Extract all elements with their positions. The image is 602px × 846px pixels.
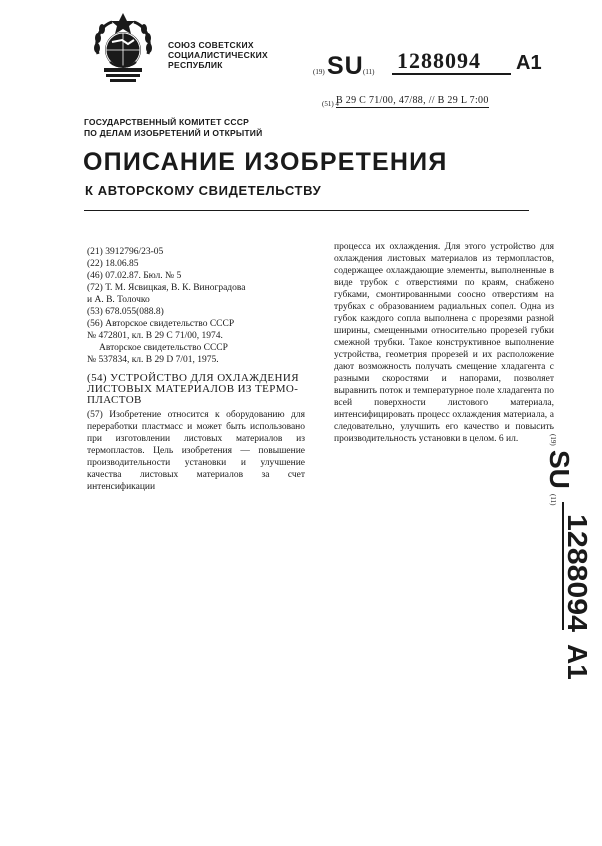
biblio-line: (22) 18.06.85 xyxy=(87,259,139,269)
biblio-line: № 537834, кл. B 29 D 7/01, 1975. xyxy=(87,355,219,365)
biblio-line: № 472801, кл. B 29 C 71/00, 1974. xyxy=(87,331,223,341)
biblio-line: (56) Авторское свидетельство СССР xyxy=(87,319,235,329)
side-patent-number: 1288094 xyxy=(562,514,593,624)
document-title: ОПИСАНИЕ ИЗОБРЕТЕНИЯ xyxy=(83,148,448,176)
biblio-line: и А. В. Толочко xyxy=(87,295,150,305)
label-11: (11) xyxy=(363,68,375,76)
abstract-left: (57) Изобретение относится к оборудованию для переработки пластмасс и может быть использовано при изготовлении листовых материалов из термопластов. Цель изобретения — повышение производительности установки и улучшение качества листовых материалов за счет интенсификации xyxy=(87,410,305,492)
biblio-line: (21) 3912796/23-05 xyxy=(87,247,164,257)
biblio-line: (72) Т. М. Ясвицкая, В. К. Виноградова xyxy=(87,283,246,293)
committee-line-1: ГОСУДАРСТВЕННЫЙ КОМИТЕТ СССР xyxy=(84,117,249,127)
biblio-line: Авторское свидетельство СССР xyxy=(99,343,228,353)
header-divider xyxy=(84,210,529,211)
abstract-right: процесса их охлаждения. Для этого устройство для охлаждения листовых материалов из термопластов, содержащее охлаждающие элементы, выполненные в виде трубок с отверстиями по краям, снабжено губками, смонтированными соосно отверстиям на трубках с образованием радиальных сопел. Одна из губок каждого сопла выполнена с прорезями разной ширины, смещенными относительно прорезей губки смежной трубки. Такое конструктивное выполнение устройства, геометрия прорезей и их расположение дают возможность получать смещение хладагента с разными скоростями и напорами, позволяет выравнить поток и температурное поле хладагента по всей поверхности листового материала, интенсифицировать процесс охлаждения материала, а следовательно, улучшить его качество и повысить производительность установки в целом. 6 ил. xyxy=(334,242,554,444)
side-label-19: (19) xyxy=(549,434,557,446)
side-country-code: SU xyxy=(544,450,575,489)
biblio-line: (53) 678.055(088.8) xyxy=(87,307,164,317)
invention-title: (54) УСТРОЙСТВО ДЛЯ ОХЛАЖДЕНИЯ ЛИСТОВЫХ МАТЕРИАЛОВ ИЗ ТЕРМО- ПЛАСТОВ xyxy=(87,372,299,406)
document-subtitle: К АВТОРСКОМУ СВИДЕТЕЛЬСТВУ xyxy=(85,183,322,198)
ipc-classification: B 29 C 71/00, 47/88, // B 29 L 7:00 xyxy=(336,95,489,106)
organization-name: СОЮЗ СОВЕТСКИХ СОЦИАЛИСТИЧЕСКИХ РЕСПУБЛИК xyxy=(168,40,268,70)
side-label-11: (11) xyxy=(549,494,557,506)
kind-code: A1 xyxy=(516,52,542,74)
patent-number-underline xyxy=(392,73,511,75)
biblio-line: (46) 07.02.87. Бюл. № 5 xyxy=(87,271,182,281)
label-19: (19) xyxy=(313,68,325,76)
patent-number: 1288094 xyxy=(397,48,481,73)
label-51: (51) 4 xyxy=(322,100,339,108)
side-patent-stamp xyxy=(542,432,594,702)
left-column xyxy=(87,246,305,493)
country-code: SU xyxy=(327,52,364,80)
side-kind-code: A1 xyxy=(562,644,593,680)
ussr-emblem-icon xyxy=(90,10,156,84)
committee-line-2: ПО ДЕЛАМ ИЗОБРЕТЕНИЙ И ОТКРЫТИЙ xyxy=(84,128,263,138)
